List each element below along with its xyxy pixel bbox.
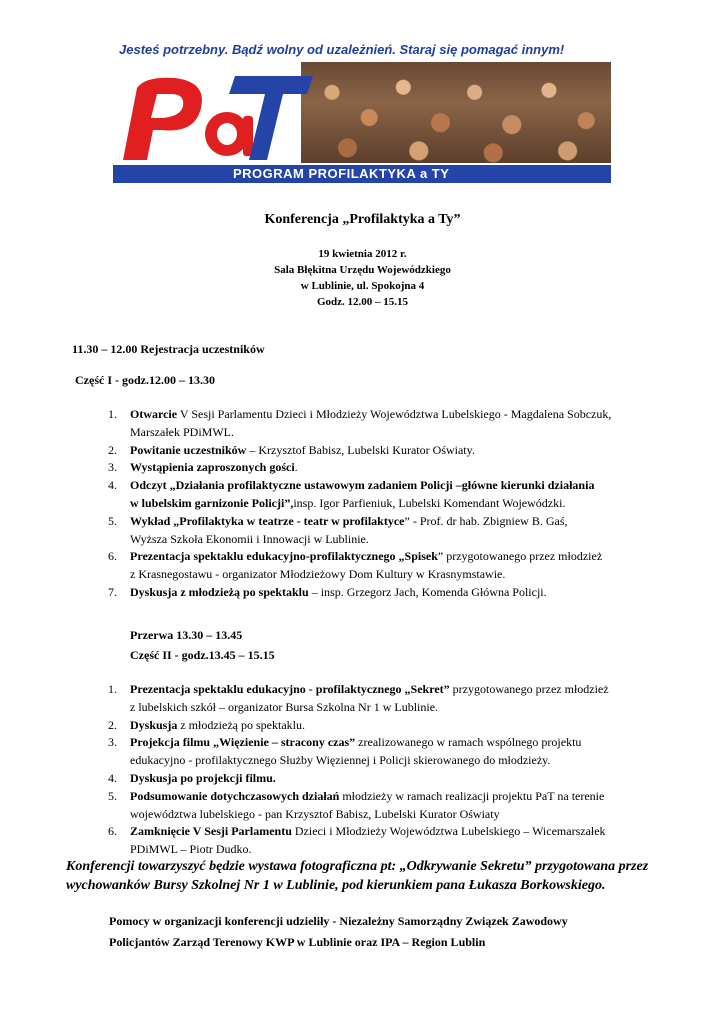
- agenda-item: 7. Dyskusja z młodzieżą po spektaklu – insp. Grzegorz Jach, Komenda Główna Policji.: [108, 584, 547, 599]
- agenda-item: 6. Prezentacja spektaklu edukacyjno-profilaktycznego „Spisek” przygotowanego przez młodzież z Krasnegostawu - organizator Młodzieżowy Dom Kultury w Krasnymstawie.: [108, 549, 603, 582]
- agenda-item: 2. Dyskusja z młodzieżą po spektaklu.: [108, 717, 305, 732]
- agenda-item: 6. Zamknięcie V Sesji Parlamentu Dzieci i Młodzieży Województwa Lubelskiego – Wicemarszałek PDiMWL – Piotr Dudko.: [108, 824, 606, 857]
- part2-heading: Część II - godz.13.45 – 15.15: [130, 648, 275, 662]
- program-banner: [111, 38, 611, 183]
- agenda-item: 4. Dyskusja po projekcji filmu.: [108, 770, 276, 785]
- program-name: PROGRAM PROFILAKTYKA a TY: [233, 166, 450, 181]
- part1-heading: Część I - godz.12.00 – 13.30: [75, 373, 215, 387]
- thanks-line-2: Policjantów Zarząd Terenowy KWP w Lublinie oraz IPA – Region Lublin: [109, 935, 486, 949]
- thanks-note: [109, 911, 699, 953]
- registration-line: 11.30 – 12.00 Rejestracja uczestników: [72, 342, 265, 356]
- agenda-item: 1. Otwarcie V Sesji Parlamentu Dzieci i Młodzieży Województwa Lubelskiego - Magdalena Sobczuk, Marszałek PDiMWL.: [108, 407, 612, 439]
- crowd-photo: [301, 62, 611, 163]
- thanks-line-1: Pomocy w organizacji konferencji udzieliły - Niezależny Samorządny Związek Zawodowy: [109, 914, 568, 928]
- banner-slogan: Jesteś potrzebny. Bądź wolny od uzależnień. Staraj się pomagać innym!: [119, 42, 565, 57]
- agenda-item: 1. Prezentacja spektaklu edukacyjno - profilaktycznego „Sekret” przygotowanego przez młodzież z lubelskich szkół – organizator Bursa Szkolna Nr 1 w Lublinie.: [108, 682, 609, 714]
- agenda-item: 5. Podsumowanie dotychczasowych działań młodzieży w ramach realizacji projektu PaT na terenie województwa lubelskiego - pan Krzysztof Babisz, Lubelski Kurator Oświaty: [108, 788, 605, 821]
- agenda-item: 2. Powitanie uczestników – Krzysztof Babisz, Lubelski Kurator Oświaty.: [108, 442, 475, 457]
- agenda-item: 4. Odczyt „Działania profilaktyczne ustawowym zadaniem Policji –główne kierunki działania w lubelskim garnizonie Policji”,insp. Igor Parfieniuk, Lubelski Komendant Wojewódzki.: [108, 478, 595, 510]
- program-name-bar: [113, 165, 611, 183]
- conference-address: w Lublinie, ul. Spokojna 4: [300, 280, 425, 292]
- agenda-item: 5. Wykład „Profilaktyka w teatrze - teatr w profilaktyce” - Prof. dr hab. Zbigniew B. Gaś, Wyższa Szkoła Ekonomii i Innowacji w Lublinie.: [108, 513, 568, 546]
- part2-agenda: [108, 681, 683, 859]
- conference-date: 19 kwietnia 2012 r.: [318, 248, 407, 260]
- exhibition-note: Konferencji towarzyszyć będzie wystawa fotograficzna pt: „Odkrywanie Sekretu” przygotowana przez wychowanków Bursy Szkolnej Nr 1 w Lublinie, pod kierunkiem pana Łukasza Borkowskiego.: [66, 859, 649, 893]
- part1-agenda: [108, 406, 683, 602]
- agenda-item: 3. Wystąpienia zaproszonych gości.: [108, 460, 298, 475]
- pat-logo: [115, 68, 315, 168]
- conference-title: Konferencja „Profilaktyka a Ty”: [264, 212, 461, 227]
- agenda-item: 3. Projekcja filmu „Więzienie – stracony czas” zrealizowanego w ramach wspólnego projektu edukacyjno - profilaktycznego Służby Więziennej i Policji skierowanego do młodzieży.: [108, 735, 582, 768]
- conference-hours: Godz. 12.00 – 15.15: [316, 296, 409, 308]
- conference-venue: Sala Błękitna Urzędu Wojewódzkiego: [274, 264, 451, 276]
- break-line: Przerwa 13.30 – 13.45: [130, 628, 243, 642]
- conference-info: [0, 246, 725, 310]
